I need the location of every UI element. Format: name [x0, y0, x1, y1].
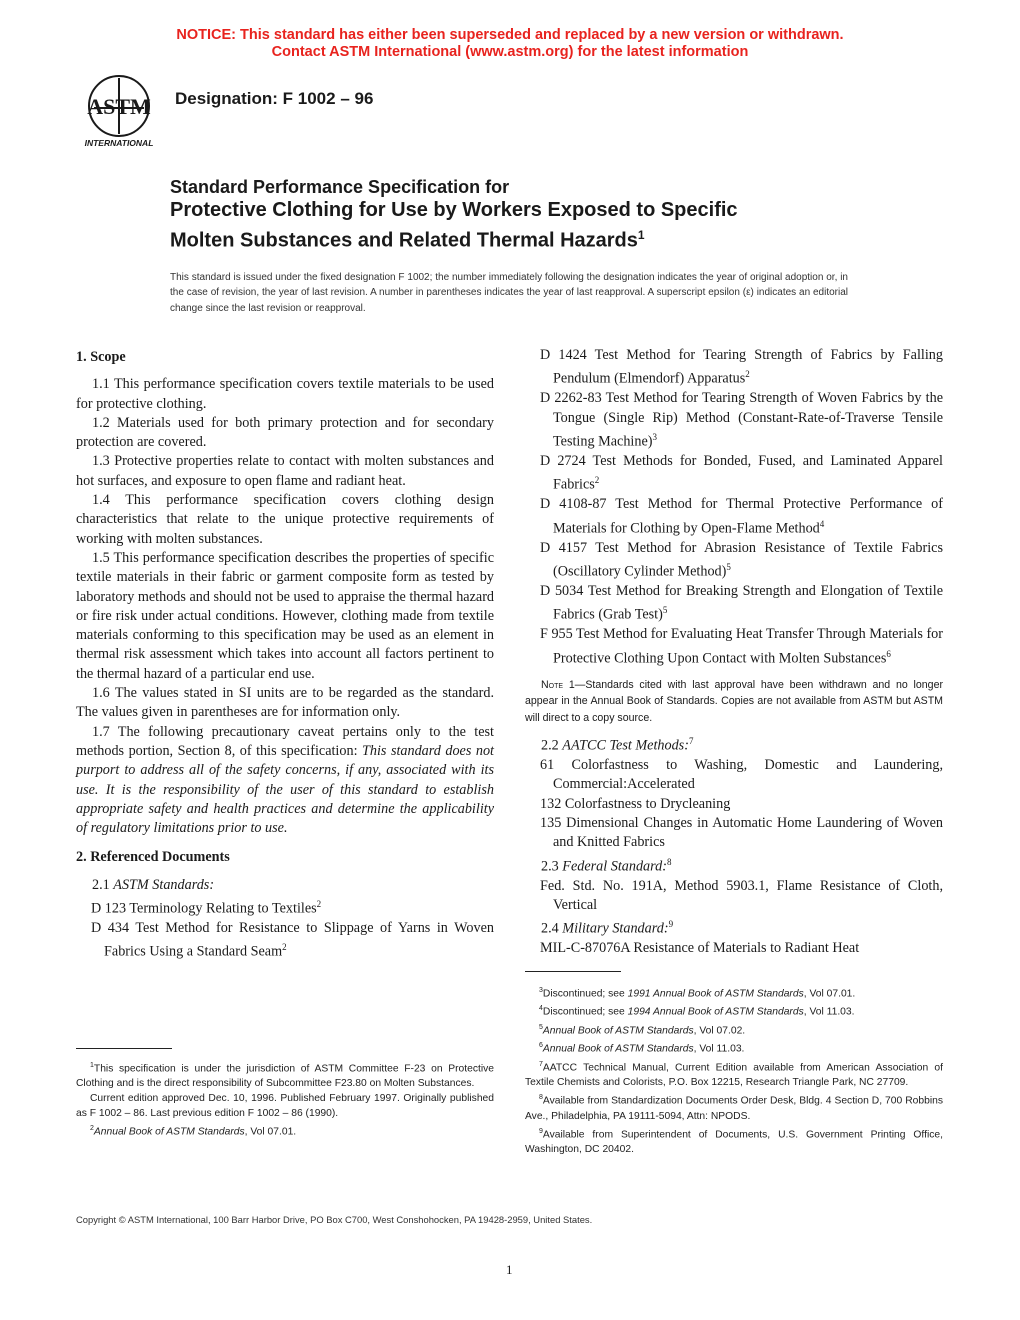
section-number: 2.2 [541, 737, 563, 754]
footnote-3 [525, 983, 943, 1001]
footnote-text: This specification is under the jurisdiction of ASTM Committee F-23 on Protective Clothing and is the direct responsibility of Subcommittee F23.80 on Molten Substances. [76, 1063, 494, 1090]
ref-text: D 2724 Test Methods for Bonded, Fused, and Laminated Apparel Fabrics [540, 452, 943, 493]
footnote-9 [525, 1124, 943, 1157]
footnote-rule-right [525, 971, 621, 972]
section-label: AATCC Test Methods: [562, 737, 689, 754]
ref-text: D 434 Test Method for Resistance to Slippage of Yarns in Woven Fabrics Using a Standard Seam [91, 920, 494, 961]
scope-1-2: 1.2 Materials used for both primary protection and for secondary protection are covered. [76, 414, 494, 451]
page-number: 1 [506, 1262, 513, 1277]
footnote-text: , Vol 07.02. [693, 1025, 746, 1037]
note-label: Note [541, 678, 564, 691]
footnote-text: , Vol 07.01. [244, 1126, 297, 1138]
safety-caveat: This standard does not purport to address all of the safety concerns, if any, associated with its use. It is the responsibility of the user of this standard to establish appropriate safety and health practices and determine the applicability of regulatory limitations prior to use. [76, 742, 494, 837]
ref-text: F 955 Test Method for Evaluating Heat Transfer Through Materials for Protective Clothing Upon Contact with Molten Substances [540, 626, 943, 667]
footnote-1 [76, 1058, 494, 1091]
note-1 [525, 677, 943, 727]
footnotes-left [76, 1058, 494, 1140]
footnote-rule-left [76, 1048, 172, 1049]
footnote-mark: 7 [688, 736, 694, 747]
ref-d4108 [525, 495, 943, 538]
title-line-3 [170, 223, 890, 254]
footnote-mark: 9 [668, 919, 674, 930]
document-title [170, 176, 890, 254]
ref-text: D 1424 Test Method for Tearing Strength of Fabrics by Falling Pendulum (Elmendorf) Apparatus [540, 347, 943, 388]
refdocs-heading: 2. Referenced Documents [76, 849, 230, 866]
footnote-italic: 1991 Annual Book of ASTM Standards [627, 988, 804, 1000]
footnote-7 [525, 1057, 943, 1090]
ref-aatcc-132: 132 Colorfastness to Drycleaning [540, 795, 731, 812]
ref-d2724 [525, 452, 943, 495]
scope-1-3: 1.3 Protective properties relate to contact with molten substances and hot surfaces, and exposure to open flame and radiant heat. [76, 453, 494, 489]
ref-d1424 [525, 346, 943, 389]
footnote-mark: 2 [282, 942, 287, 953]
notice-line-2: Contact ASTM International (www.astm.org) for the latest information [271, 44, 749, 60]
issuance-statement: This standard is issued under the fixed designation F 1002; the number immediately following the designation indicates the year of original adoption or, in the case of revision, the year of last revision. A number in parentheses indicates the year of last reapproval. A superscript epsilon (ε) indicates an editorial change since the last revision or reapproval. [170, 272, 848, 314]
footnote-mark: 5 [662, 605, 668, 616]
ref-d5034 [525, 582, 943, 625]
section-label: Military Standard: [562, 920, 669, 937]
footnote-mark: 5 [539, 1023, 543, 1031]
astm-logo [76, 72, 162, 150]
ref-text: D 2262-83 Test Method for Tearing Strength of Woven Fabrics by the Tongue (Single Rip) Method (Constant-Rate-of-Traverse Tensile Testing Machine) [540, 390, 943, 450]
section-number: 2.4 [541, 920, 563, 937]
scope-1-5: 1.5 This performance specification describes the properties of specific textile materials in their fabric or garment composite form as tested by laboratory methods and should not be used to appraise the thermal hazard or fire risk under actual conditions. However, clothing made from textile materials conforming to this specification may be used as an element in thermal risk assessment which takes into account all factors pertinent to the thermal hazard of a particular end use. [76, 549, 495, 682]
copyright: Copyright © ASTM International, 100 Barr Harbor Drive, PO Box C700, West Conshohocken, PA 19428-2959, United States. [76, 1214, 593, 1225]
title-line-1: Standard Performance Specification for [170, 177, 510, 197]
title-line-3-text: Molten Substances and Related Thermal Hazards [170, 229, 638, 252]
footnote-6 [525, 1038, 943, 1056]
footnote-mark: 2 [316, 899, 322, 910]
scope-1-7 [76, 723, 494, 839]
footnote-italic: Annual Book of ASTM Standards [542, 1043, 694, 1055]
note-text: 1—Standards cited with last approval have been withdrawn and no longer appear in the Annual Book of Standards. Copies are not available from ASTM but ASTM will direct to a copy source. [525, 678, 943, 724]
footnote-text: Available from Standardization Documents Order Desk, Bldg. 4 Section D, 700 Robbins Ave., Philadelphia, PA 19111-5094, Attn: NPODS. [525, 1095, 943, 1122]
scope-heading: 1. Scope [76, 349, 126, 365]
notice-line-1: NOTICE: This standard has either been superseded and replaced by a new version or withdrawn. [176, 27, 844, 43]
footnote-mark: 7 [539, 1060, 543, 1068]
ref-text: D 4157 Test Method for Abrasion Resistance of Textile Fabrics (Oscillatory Cylinder Method) [540, 539, 943, 580]
scope-1-6: 1.6 The values stated in SI units are to be regarded as the standard. The values given in parentheses are for information only. [76, 685, 494, 721]
footnote-1b: Current edition approved Dec. 10, 1996. Published February 1997. Originally published as F 1002 – 86. Last previous edition F 1002 – 86 (1990). [76, 1093, 494, 1120]
ref-d123 [76, 895, 494, 919]
logo-text: ASTM [87, 94, 151, 119]
logo-subtext: INTERNATIONAL [84, 138, 154, 148]
section-label: ASTM Standards: [113, 876, 215, 893]
footnote-text: , Vol 11.03. [803, 1006, 855, 1018]
footnote-4 [525, 1001, 943, 1019]
footnote-mark: 2 [594, 475, 600, 486]
section-label: Federal Standard: [562, 858, 667, 875]
footnote-mark: 3 [652, 431, 657, 442]
footnote-2 [76, 1121, 494, 1139]
footnote-text: Available from Superintendent of Documents, U.S. Government Printing Office, Washington, DC 20402. [525, 1128, 943, 1155]
refdocs-2-3 [525, 853, 943, 877]
ref-text: D 123 Terminology Relating to Textiles [91, 900, 317, 917]
footnote-mark: 4 [819, 518, 825, 529]
footnote-mark: 3 [539, 987, 543, 994]
right-column [525, 346, 943, 959]
scope-1-4: 1.4 This performance specification covers clothing design characteristics that relate to the unique protective requirements of working with molten substances. [76, 492, 494, 547]
ref-text: D 5034 Test Method for Breaking Strength and Elongation of Textile Fabrics (Grab Test) [540, 582, 943, 623]
ref-fed-std: Fed. Std. No. 191A, Method 5903.1, Flame Resistance of Cloth, Vertical [540, 877, 943, 913]
footnote-text: , Vol 11.03. [693, 1043, 745, 1055]
title-line-2: Protective Clothing for Use by Workers Exposed to Specific [170, 199, 738, 221]
left-column [76, 346, 494, 962]
section-number: 2.1 [92, 876, 114, 893]
superseded-notice [0, 27, 1020, 61]
footnote-italic: 1994 Annual Book of ASTM Standards [627, 1006, 804, 1018]
footnote-mark: 9 [539, 1127, 543, 1135]
ref-f955 [525, 625, 943, 668]
footnote-text: AATCC Technical Manual, Current Edition available from American Association of Textile Chemists and Colorists, P.O. Box 12215, Research Triangle Park, NC 27709. [525, 1062, 943, 1089]
footnote-mark: 1 [90, 1062, 94, 1069]
footnote-5 [525, 1020, 943, 1038]
footnote-mark: 2 [745, 369, 750, 380]
ref-aatcc-61: 61 Colorfastness to Washing, Domestic and Laundering, Commercial:Accelerated [540, 757, 943, 793]
footnotes-right [525, 983, 943, 1157]
footnote-italic: Annual Book of ASTM Standards [542, 1025, 694, 1037]
refdocs-2-1 [76, 876, 494, 895]
footnote-italic: Annual Book of ASTM Standards [93, 1126, 245, 1138]
designation: Designation: F 1002 – 96 [175, 89, 374, 108]
ref-d434 [76, 919, 494, 962]
ref-aatcc-135: 135 Dimensional Changes in Automatic Home Laundering of Woven and Knitted Fabrics [540, 815, 943, 851]
footnote-mark: 8 [666, 856, 672, 867]
scope-1-1: 1.1 This performance specification covers textile materials to be used for protective clothing. [76, 376, 494, 412]
ref-text: D 4108-87 Test Method for Thermal Protective Performance of Materials for Clothing by Open-Flame Method [540, 496, 943, 537]
scope-1-7-text: 1.7 The following precautionary caveat pertains only to the test methods portion, Section 8, of this specification: [76, 723, 494, 759]
footnote-8 [525, 1090, 943, 1123]
footnote-mark: 6 [886, 648, 891, 659]
title-footnote-mark: 1 [637, 228, 645, 242]
footnote-mark: 6 [539, 1042, 543, 1050]
footnote-mark: 8 [539, 1094, 543, 1102]
footnote-mark: 5 [726, 561, 731, 572]
section-number: 2.3 [541, 858, 563, 875]
footnote-mark: 2 [90, 1125, 94, 1133]
ref-d2262 [525, 389, 943, 452]
footnote-text: Discontinued; see [542, 1006, 628, 1018]
footnote-text: , Vol 07.01. [803, 988, 856, 1000]
ref-d4157 [525, 539, 943, 582]
footnote-text: Discontinued; see [542, 988, 628, 1000]
ref-mil-std: MIL-C-87076A Resistance of Materials to Radiant Heat [540, 940, 860, 957]
refdocs-2-4 [525, 915, 943, 939]
footnote-mark: 4 [539, 1005, 543, 1013]
refdocs-2-2 [525, 732, 943, 756]
